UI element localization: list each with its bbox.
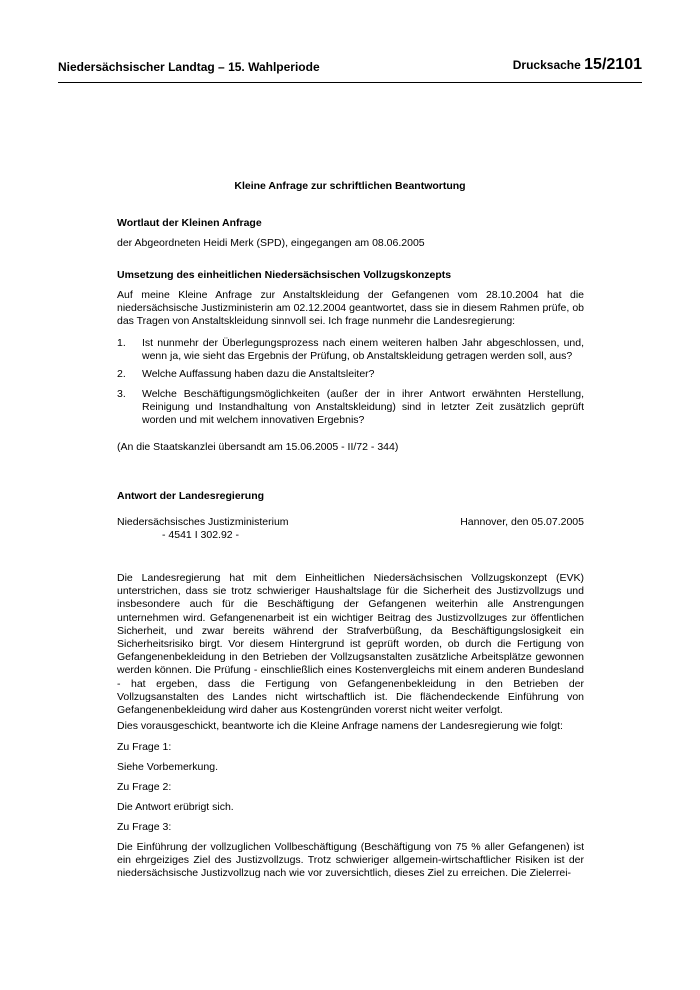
header-legislature: Niedersächsischer Landtag – 15. Wahlperiode	[58, 60, 320, 74]
q3-label: Zu Frage 3:	[117, 821, 172, 833]
question-item	[117, 337, 584, 363]
question-text: Welche Beschäftigungsmöglichkeiten (außer der in ihrer Antwort erwähnten Herstellung, Reinigung und Instandhaltung von Anstaltskleidung) sind in letzter Zeit zusätzlich geprüft worden und mit welchem innovativen Ergebnis?	[142, 388, 584, 427]
header-doc-prefix: Drucksache	[512, 58, 581, 72]
q3-answer: Die Einführung der vollzuglichen Vollbeschäftigung (Beschäftigung von 75 % aller Gefangenen) ist ein ehrgeiziges Ziel des Justizvollzugs. Trotz schwieriger allgemein-wirtschaftlicher Risiken ist der niedersächsische Justizvollzug nach wie vor zuversichtlich, dieses Ziel zu erreichen. Die Zielerrei-	[117, 841, 584, 880]
question-text: Ist nunmehr der Überlegungsprozess nach einem weiteren halben Jahr abgeschlossen, und, wenn ja, wie sieht das Ergebnis der Prüfung, ob Anstaltskleidung getragen werden soll, aus?	[142, 337, 584, 363]
question-number: 3.	[117, 388, 126, 400]
q2-label: Zu Frage 2:	[117, 781, 172, 793]
question-number: 2.	[117, 368, 126, 380]
answer-intro-paragraph: Die Landesregierung hat mit dem Einheitlichen Niedersächsischen Vollzugskonzept (EVK) unterstrichen, dass sie trotz schwieriger Haushaltslage für die Sicherheit des Justizvollzugs und insbesondere auch für die Beschäftigung der Gefangenen weiterhin alle Anstrengungen unternehmen wird. Gefangenenarbeit ist ein wichtiger Beitrag des Justizvollzuges zur öffentlichen Sicherheit, und zwar bereits während der Strafverbüßung, da Beschäftigungslosigkeit ein Sicherheitsrisiko birgt. Vor diesem Hintergrund ist geprüft worden, ob durch die Fertigung von Gefangenenbekleidung in den Betrieben der Vollzugsanstalten zusätzliche Arbeitsplätze gewonnen werden können. Die Prüfung - einschließlich eines Kostenvergleichs mit einem anderen Bundesland - hat ergeben, dass die Fertigung von Gefangenenbekleidung in den Betrieben der Vollzugsanstalten des Landes nicht wirtschaftlich ist. Die flächendeckende Einführung von Gefangenenbekleidung wird daher aus Kostengründen vorerst nicht weiter verfolgt.	[117, 572, 584, 717]
subject-heading: Umsetzung des einheitlichen Niedersächsischen Vollzugskonzepts	[117, 269, 452, 281]
author-line: der Abgeordneten Heidi Merk (SPD), eingegangen am 08.06.2005	[117, 237, 425, 249]
document-title: Kleine Anfrage zur schriftlichen Beantwortung	[234, 180, 466, 192]
wortlaut-heading: Wortlaut der Kleinen Anfrage	[117, 217, 262, 229]
intro-paragraph: Auf meine Kleine Anfrage zur Anstaltskleidung der Gefangenen vom 28.10.2004 hat die niedersächsische Justizministerin am 02.12.2004 geantwortet, dass sie in diesem Rahmen prüfe, ob das Tragen von Anstaltskleidung sinnvoll sei. Ich frage nunmehr die Landesregierung:	[117, 289, 584, 328]
question-item	[117, 388, 584, 428]
header-rule	[58, 82, 642, 83]
answer-heading: Antwort der Landesregierung	[117, 490, 265, 502]
header-document-number	[513, 56, 642, 74]
question-item	[117, 368, 584, 381]
page-header	[58, 56, 642, 76]
header-doc-number: 15/2101	[584, 56, 642, 73]
q1-answer: Siehe Vorbemerkung.	[117, 761, 218, 773]
question-text: Welche Auffassung haben dazu die Anstaltsleiter?	[142, 368, 375, 380]
sent-note: (An die Staatskanzlei übersandt am 15.06.2005 - II/72 - 344)	[117, 441, 399, 453]
place-date: Hannover, den 05.07.2005	[460, 516, 584, 528]
file-reference: - 4541 I 302.92 -	[162, 529, 240, 541]
preface-line: Dies vorausgeschickt, beantworte ich die Kleine Anfrage namens der Landesregierung wie folgt:	[117, 720, 563, 732]
ministry-row	[117, 516, 584, 529]
question-number: 1.	[117, 337, 126, 349]
q1-label: Zu Frage 1:	[117, 741, 172, 753]
q2-answer: Die Antwort erübrigt sich.	[117, 801, 234, 813]
ministry-name: Niedersächsisches Justizministerium	[117, 516, 289, 528]
